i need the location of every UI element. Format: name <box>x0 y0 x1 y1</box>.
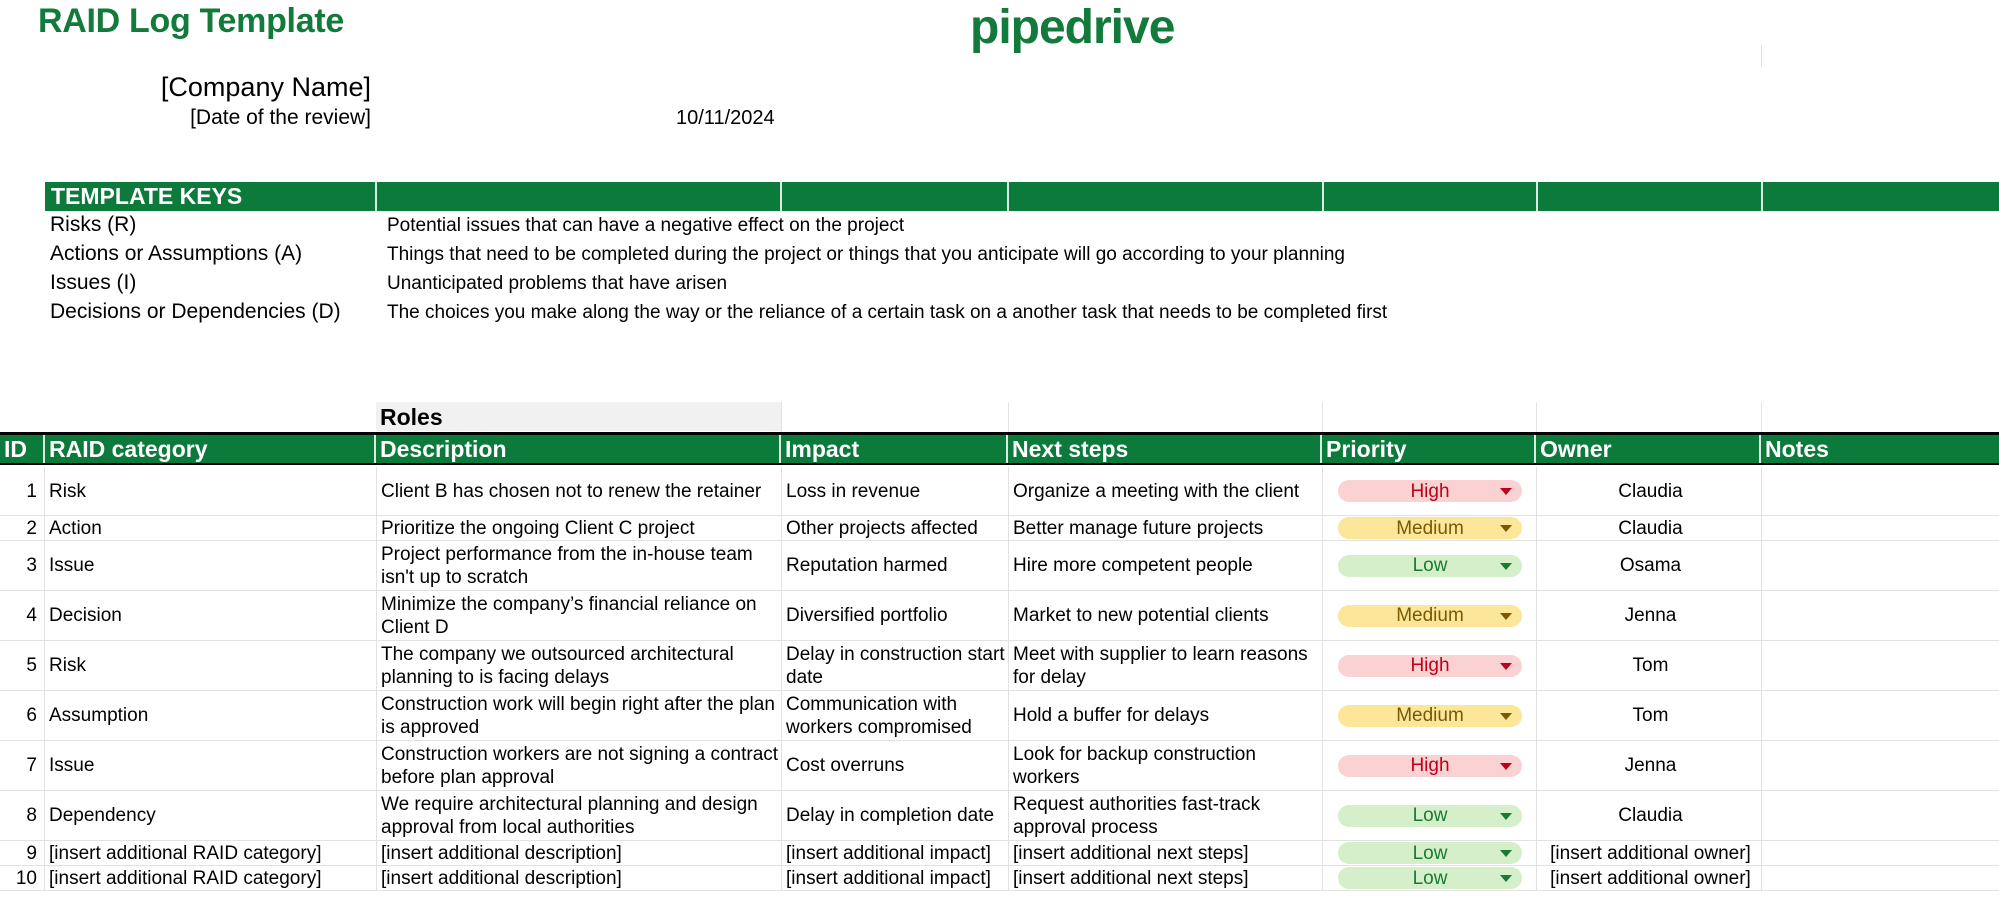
priority-cell[interactable] <box>1322 541 1535 590</box>
impact-cell-text: Diversified portfolio <box>786 605 948 626</box>
owner-cell[interactable] <box>1536 866 1760 890</box>
owner-cell[interactable] <box>1536 516 1760 540</box>
dropdown-arrow-icon <box>1500 488 1512 495</box>
table-row <box>0 866 1999 891</box>
row-id-text: 2 <box>26 517 37 539</box>
raid-category-cell-text: Decision <box>49 605 122 626</box>
owner-cell-text: [insert additional owner] <box>1550 867 1751 889</box>
priority-cell[interactable] <box>1322 741 1535 790</box>
next-steps-cell[interactable] <box>1008 516 1321 540</box>
impact-cell[interactable] <box>781 541 1007 590</box>
raid-category-cell[interactable] <box>44 791 375 840</box>
column-header-priority[interactable]: Priority <box>1326 436 1407 462</box>
row-id-text: 6 <box>26 705 37 726</box>
raid-category-cell[interactable] <box>44 591 375 640</box>
priority-cell[interactable] <box>1322 467 1535 515</box>
dropdown-arrow-icon <box>1500 813 1512 820</box>
owner-cell-text: Claudia <box>1618 805 1683 826</box>
owner-cell-text: [insert additional owner] <box>1550 842 1751 864</box>
next-steps-cell-text: Hold a buffer for delays <box>1013 705 1210 726</box>
row-id-text: 1 <box>26 480 37 502</box>
raid-category-cell[interactable] <box>44 641 375 690</box>
impact-cell-text: Reputation harmed <box>786 555 948 576</box>
priority-label: High <box>1410 480 1450 502</box>
dropdown-arrow-icon <box>1500 850 1512 857</box>
description-cell[interactable] <box>376 516 780 540</box>
priority-cell[interactable] <box>1322 516 1535 540</box>
raid-category-cell-text: Issue <box>49 755 95 776</box>
description-cell-text: Construction workers are not signing a contract before plan approval <box>381 743 779 788</box>
priority-label: High <box>1410 755 1450 776</box>
raid-category-cell[interactable] <box>44 841 375 865</box>
description-cell[interactable] <box>376 691 780 740</box>
row-id[interactable] <box>0 741 43 790</box>
next-steps-cell-text: Look for backup construction workers <box>1013 743 1256 788</box>
column-header-raid-category[interactable]: RAID category <box>49 436 208 462</box>
column-separator <box>1007 182 1009 211</box>
description-cell[interactable] <box>376 641 780 690</box>
owner-cell-text: Claudia <box>1618 480 1683 502</box>
priority-label: Low <box>1412 555 1448 576</box>
priority-cell[interactable] <box>1322 841 1535 865</box>
owner-cell-text: Jenna <box>1624 755 1677 776</box>
raid-category-cell-text: Assumption <box>49 705 149 726</box>
template-key-definition: The choices you make along the way or the reliance of a certain task on a another task that needs to be completed first <box>387 302 1388 323</box>
impact-cell[interactable] <box>781 641 1007 690</box>
impact-cell[interactable] <box>781 791 1007 840</box>
description-cell-text: Project performance from the in-house team isn't up to scratch <box>381 543 753 588</box>
dropdown-arrow-icon <box>1500 713 1512 720</box>
next-steps-cell-text: Request authorities fast-track approval process <box>1013 793 1261 838</box>
priority-label: Medium <box>1396 605 1464 626</box>
owner-cell[interactable] <box>1536 741 1760 790</box>
template-keys-title: TEMPLATE KEYS <box>51 183 243 209</box>
notes-cell[interactable] <box>1761 791 1999 840</box>
description-cell-text: Prioritize the ongoing Client C project <box>381 517 695 539</box>
priority-dropdown[interactable] <box>1338 842 1522 864</box>
page-title: RAID Log Template <box>38 2 344 40</box>
raid-table-header <box>0 432 1999 465</box>
impact-cell[interactable] <box>781 516 1007 540</box>
impact-cell[interactable] <box>781 691 1007 740</box>
dropdown-arrow-icon <box>1500 763 1512 770</box>
column-separator <box>1536 182 1538 211</box>
template-key-term: Decisions or Dependencies (D) <box>50 300 341 323</box>
impact-cell-text: Loss in revenue <box>786 480 921 502</box>
template-key-term: Actions or Assumptions (A) <box>50 242 303 265</box>
template-key-definition: Potential issues that can have a negative effect on the project <box>387 215 905 236</box>
description-cell[interactable] <box>376 741 780 790</box>
next-steps-cell[interactable] <box>1008 691 1321 740</box>
raid-category-cell[interactable] <box>44 541 375 590</box>
owner-cell[interactable] <box>1536 841 1760 865</box>
priority-cell[interactable] <box>1322 691 1535 740</box>
priority-dropdown[interactable] <box>1338 805 1522 827</box>
impact-cell-text: [insert additional impact] <box>786 842 991 864</box>
notes-cell[interactable] <box>1761 591 1999 640</box>
gridline <box>1761 45 1762 67</box>
impact-cell[interactable] <box>781 841 1007 865</box>
raid-category-cell-text: [insert additional RAID category] <box>49 867 322 889</box>
pipedrive-logo: pipedrive <box>970 1 1175 54</box>
priority-dropdown[interactable] <box>1338 605 1522 627</box>
notes-cell[interactable] <box>1761 741 1999 790</box>
raid-category-cell-text: Risk <box>49 480 86 502</box>
next-steps-cell[interactable] <box>1008 866 1321 890</box>
description-cell-text: The company we outsourced architectural planning to is facing delays <box>381 643 734 688</box>
priority-cell[interactable] <box>1322 591 1535 640</box>
description-cell[interactable] <box>376 467 780 515</box>
priority-cell[interactable] <box>1322 866 1535 890</box>
raid-category-cell[interactable] <box>44 691 375 740</box>
priority-label: Low <box>1412 842 1448 864</box>
impact-cell[interactable] <box>781 467 1007 515</box>
table-row <box>0 791 1999 841</box>
dropdown-arrow-icon <box>1500 613 1512 620</box>
priority-dropdown[interactable] <box>1338 705 1522 727</box>
owner-cell-text: Jenna <box>1624 605 1677 626</box>
dropdown-arrow-icon <box>1500 525 1512 532</box>
notes-cell[interactable] <box>1761 541 1999 590</box>
raid-category-cell[interactable] <box>44 741 375 790</box>
raid-category-cell-text: Action <box>49 517 102 539</box>
row-id-text: 5 <box>26 655 37 676</box>
column-header-description[interactable]: Description <box>380 436 507 462</box>
notes-cell[interactable] <box>1761 516 1999 540</box>
row-id[interactable] <box>0 591 43 640</box>
column-header-impact[interactable]: Impact <box>785 436 860 462</box>
priority-label: Low <box>1412 867 1448 889</box>
table-row <box>0 841 1999 866</box>
table-row <box>0 541 1999 591</box>
column-separator <box>375 182 377 211</box>
gridline <box>1536 402 1537 432</box>
table-row <box>0 516 1999 541</box>
impact-cell[interactable] <box>781 741 1007 790</box>
dropdown-arrow-icon <box>1500 875 1512 882</box>
next-steps-cell[interactable] <box>1008 791 1321 840</box>
row-id-text: 4 <box>26 605 37 626</box>
owner-cell-text: Tom <box>1632 705 1669 726</box>
impact-cell[interactable] <box>781 866 1007 890</box>
description-cell-text: [insert additional description] <box>381 867 622 889</box>
owner-cell[interactable] <box>1536 691 1760 740</box>
notes-cell[interactable] <box>1761 866 1999 890</box>
row-id[interactable] <box>0 841 43 865</box>
template-key-term: Risks (R) <box>50 213 137 236</box>
template-key-definition: Things that need to be completed during the project or things that you anticipate will go according to your planning <box>387 244 1345 265</box>
row-id[interactable] <box>0 791 43 840</box>
next-steps-cell[interactable] <box>1008 467 1321 515</box>
next-steps-cell[interactable] <box>1008 741 1321 790</box>
owner-cell[interactable] <box>1536 467 1760 515</box>
priority-dropdown[interactable] <box>1338 517 1522 539</box>
row-id-text: 7 <box>26 755 37 776</box>
row-id-text: 10 <box>15 867 37 889</box>
description-cell[interactable] <box>376 866 780 890</box>
owner-cell[interactable] <box>1536 791 1760 840</box>
row-id[interactable] <box>0 691 43 740</box>
notes-cell[interactable] <box>1761 841 1999 865</box>
impact-cell-text: Communication with workers compromised <box>786 693 972 738</box>
table-row <box>0 591 1999 641</box>
column-header-next-steps[interactable]: Next steps <box>1012 436 1129 462</box>
notes-cell[interactable] <box>1761 641 1999 690</box>
priority-dropdown[interactable] <box>1338 755 1522 777</box>
description-cell[interactable] <box>376 591 780 640</box>
column-header-owner[interactable]: Owner <box>1540 436 1612 462</box>
priority-dropdown[interactable] <box>1338 555 1522 577</box>
dropdown-arrow-icon <box>1500 563 1512 570</box>
column-header-notes[interactable]: Notes <box>1765 436 1829 462</box>
column-separator <box>1322 182 1324 211</box>
dropdown-arrow-icon <box>1500 663 1512 670</box>
table-row <box>0 691 1999 741</box>
priority-dropdown[interactable] <box>1338 655 1522 677</box>
gridline <box>1761 402 1762 432</box>
next-steps-cell-text: Hire more competent people <box>1013 555 1253 576</box>
raid-category-cell-text: Dependency <box>49 805 156 826</box>
priority-dropdown[interactable] <box>1338 480 1522 502</box>
review-date-value[interactable]: 10/11/2024 <box>676 107 775 129</box>
next-steps-cell[interactable] <box>1008 591 1321 640</box>
column-separator <box>1761 182 1763 211</box>
next-steps-cell[interactable] <box>1008 841 1321 865</box>
owner-cell[interactable] <box>1536 641 1760 690</box>
owner-cell-text: Osama <box>1619 555 1682 576</box>
table-row <box>0 741 1999 791</box>
template-keys-header <box>45 182 1999 211</box>
row-id[interactable] <box>0 866 43 890</box>
description-cell-text: We require architectural planning and design approval from local authorities <box>381 793 758 838</box>
priority-label: Medium <box>1396 517 1464 539</box>
raid-category-cell[interactable] <box>44 467 375 515</box>
table-row <box>0 641 1999 691</box>
owner-cell[interactable] <box>1536 591 1760 640</box>
gridline <box>1322 402 1323 432</box>
priority-cell[interactable] <box>1322 791 1535 840</box>
description-cell-text: [insert additional description] <box>381 842 622 864</box>
row-id-text: 8 <box>26 805 37 826</box>
impact-cell-text: [insert additional impact] <box>786 867 991 889</box>
row-id[interactable] <box>0 541 43 590</box>
gridline <box>781 402 782 432</box>
impact-cell-text: Other projects affected <box>786 517 978 539</box>
priority-cell[interactable] <box>1322 641 1535 690</box>
impact-cell-text: Cost overruns <box>786 755 905 776</box>
roles-label: Roles <box>380 404 443 430</box>
column-separator <box>780 182 782 211</box>
row-id-text: 9 <box>26 842 37 864</box>
raid-category-cell-text: Issue <box>49 555 95 576</box>
raid-category-cell[interactable] <box>44 866 375 890</box>
description-cell-text: Construction work will begin right after the plan is approved <box>381 693 775 738</box>
next-steps-cell-text: Meet with supplier to learn reasons for delay <box>1013 643 1308 688</box>
next-steps-cell-text: Market to new potential clients <box>1013 605 1269 626</box>
next-steps-cell-text: [insert additional next steps] <box>1013 842 1249 864</box>
impact-cell-text: Delay in completion date <box>786 805 995 826</box>
table-row <box>0 467 1999 516</box>
description-cell[interactable] <box>376 791 780 840</box>
row-id-text: 3 <box>26 555 37 576</box>
gridline <box>1008 402 1009 432</box>
template-key-term: Issues (I) <box>50 271 137 294</box>
description-cell[interactable] <box>376 841 780 865</box>
priority-label: High <box>1410 655 1450 676</box>
raid-category-cell[interactable] <box>44 516 375 540</box>
impact-cell[interactable] <box>781 591 1007 640</box>
next-steps-cell-text: Better manage future projects <box>1013 517 1264 539</box>
priority-label: Medium <box>1396 705 1464 726</box>
template-key-definition: Unanticipated problems that have arisen <box>387 273 728 294</box>
owner-cell-text: Tom <box>1632 655 1669 676</box>
next-steps-cell[interactable] <box>1008 541 1321 590</box>
next-steps-cell-text: Organize a meeting with the client <box>1013 480 1300 502</box>
owner-cell-text: Claudia <box>1618 517 1683 539</box>
review-date-label: [Date of the review] <box>190 106 371 129</box>
impact-cell-text: Delay in construction start date <box>786 643 1005 688</box>
owner-cell[interactable] <box>1536 541 1760 590</box>
description-cell-text: Client B has chosen not to renew the retainer <box>381 480 762 502</box>
next-steps-cell-text: [insert additional next steps] <box>1013 867 1249 889</box>
description-cell[interactable] <box>376 541 780 590</box>
next-steps-cell[interactable] <box>1008 641 1321 690</box>
row-id[interactable] <box>0 641 43 690</box>
row-id[interactable] <box>0 467 43 515</box>
priority-label: Low <box>1412 805 1448 826</box>
notes-cell[interactable] <box>1761 467 1999 515</box>
company-name[interactable]: [Company Name] <box>160 72 371 102</box>
raid-category-cell-text: [insert additional RAID category] <box>49 842 322 864</box>
notes-cell[interactable] <box>1761 691 1999 740</box>
row-id[interactable] <box>0 516 43 540</box>
priority-dropdown[interactable] <box>1338 867 1522 889</box>
column-header-id[interactable]: ID <box>4 436 27 462</box>
raid-category-cell-text: Risk <box>49 655 86 676</box>
description-cell-text: Minimize the company’s financial reliance on Client D <box>381 593 757 638</box>
